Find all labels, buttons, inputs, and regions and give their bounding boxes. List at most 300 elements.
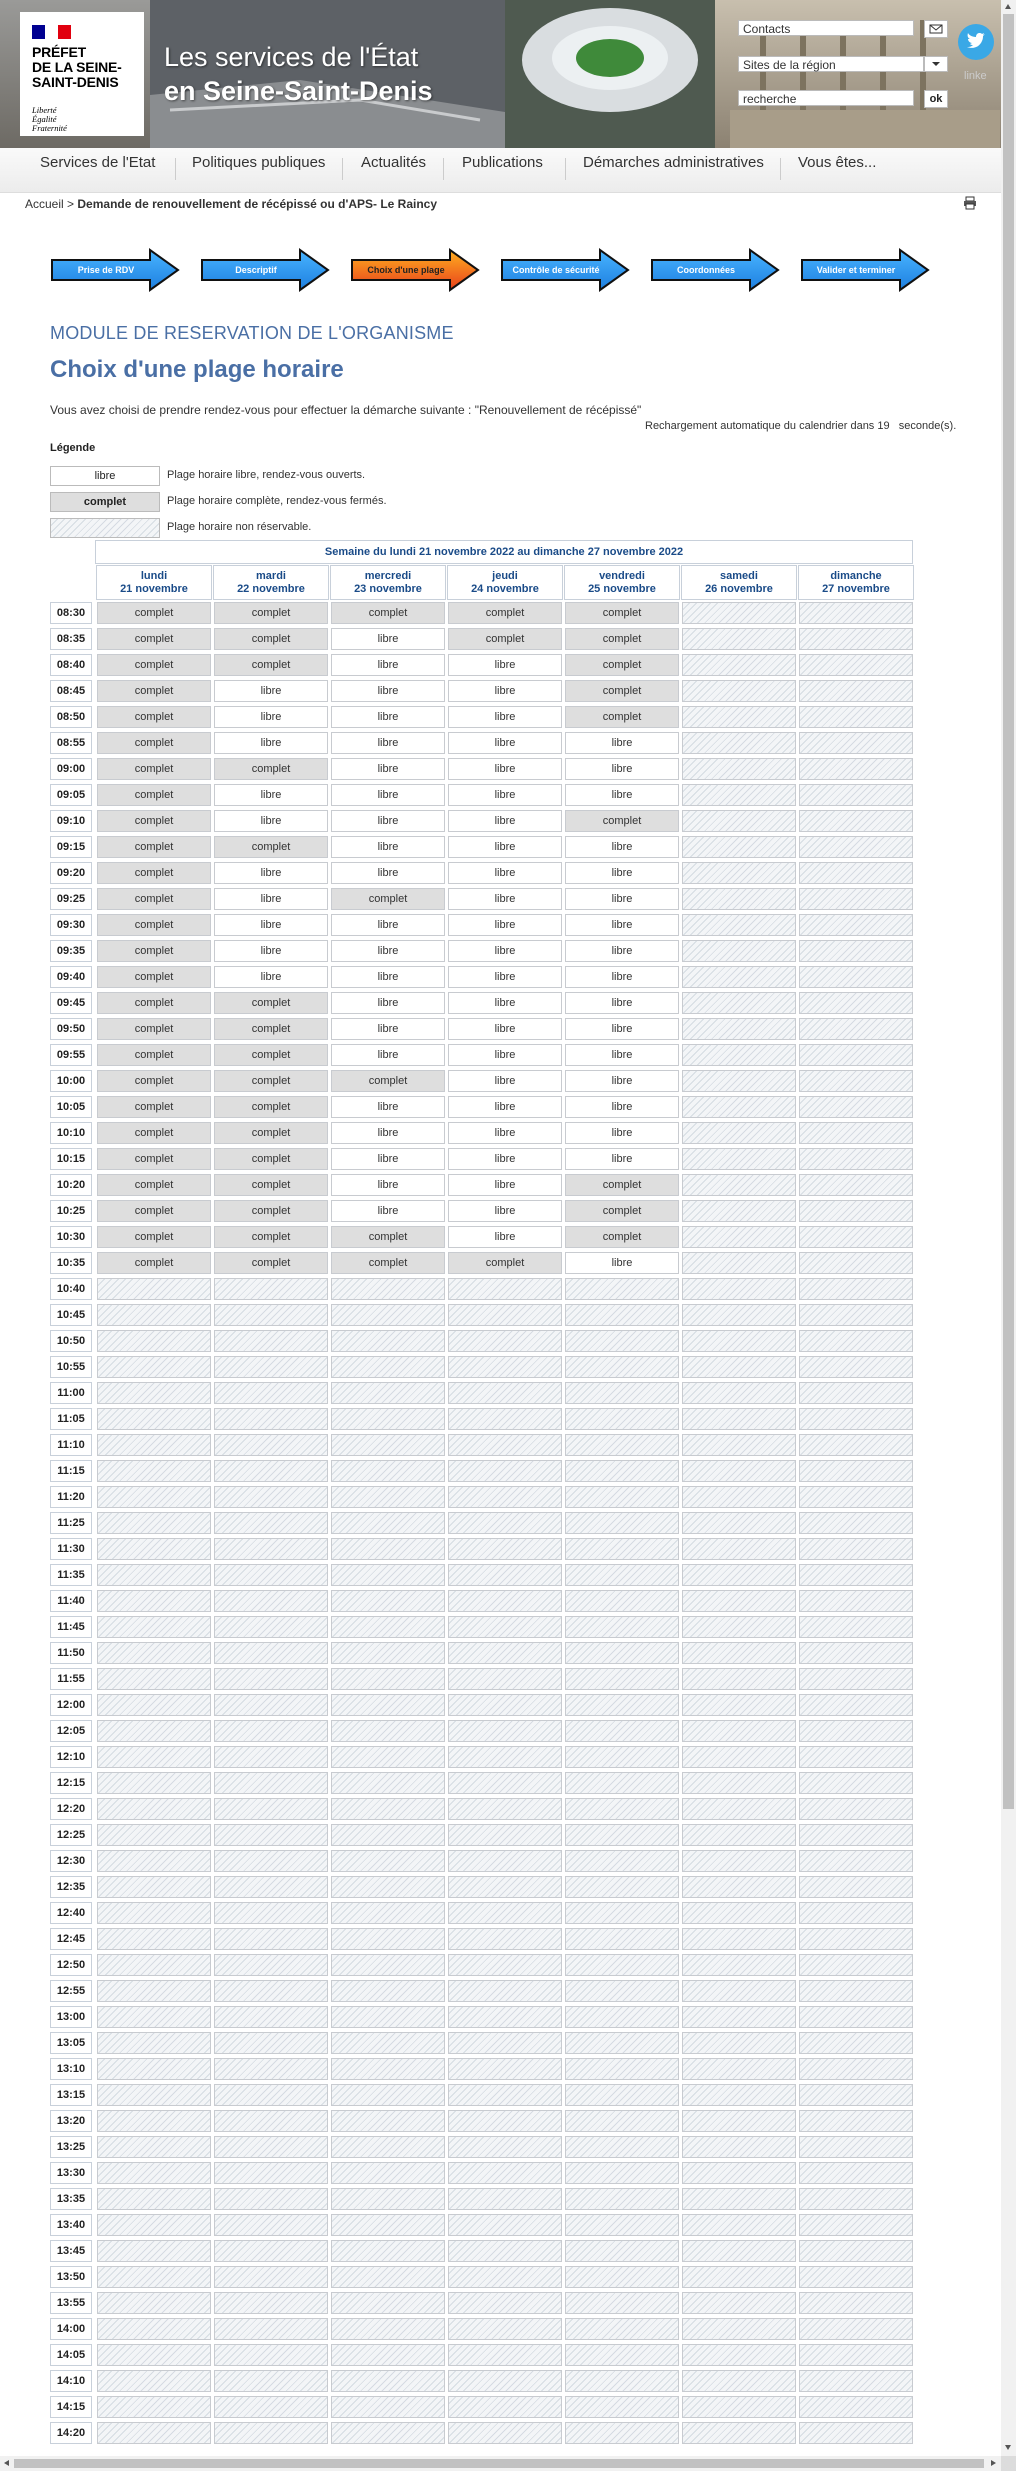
site-title[interactable] <box>164 40 433 108</box>
slot-unavailable <box>682 1018 796 1040</box>
slot-libre[interactable]: libre <box>331 706 445 728</box>
reload-prefix: Rechargement automatique du calendrier dans <box>645 420 875 432</box>
slot-unavailable <box>799 1590 913 1612</box>
slot-complet: complet <box>331 602 445 624</box>
slot-unavailable <box>448 1460 562 1482</box>
slot-unavailable <box>799 1148 913 1170</box>
slot-unavailable <box>331 2344 445 2366</box>
slot-libre[interactable]: libre <box>214 680 328 702</box>
slot-unavailable <box>799 2188 913 2210</box>
time-label: 09:35 <box>50 940 92 962</box>
nav-item-actualites[interactable]: Actualités <box>361 154 427 171</box>
slot-complet: complet <box>97 992 211 1014</box>
slot-unavailable <box>799 1044 913 1066</box>
slot-unavailable <box>565 1408 679 1430</box>
time-label: 09:45 <box>50 992 92 1014</box>
slot-unavailable <box>565 1642 679 1664</box>
print-icon[interactable] <box>963 196 977 210</box>
slot-libre[interactable]: libre <box>565 1044 679 1066</box>
slot-unavailable <box>799 2084 913 2106</box>
slot-unavailable <box>97 1356 211 1378</box>
slot-complet: complet <box>565 1226 679 1248</box>
slot-unavailable <box>331 2214 445 2236</box>
slot-unavailable <box>565 1590 679 1612</box>
slot-unavailable <box>799 992 913 1014</box>
slot-libre[interactable]: libre <box>448 862 562 884</box>
slot-libre[interactable]: libre <box>331 1148 445 1170</box>
slot-unavailable <box>682 680 796 702</box>
slot-libre[interactable]: libre <box>331 628 445 650</box>
slot-unavailable <box>799 1876 913 1898</box>
slot-libre[interactable]: libre <box>448 992 562 1014</box>
slot-unavailable <box>97 2110 211 2132</box>
slot-unavailable <box>799 966 913 988</box>
breadcrumb-home[interactable]: Accueil <box>25 197 64 211</box>
step-2[interactable] <box>200 248 330 292</box>
slot-libre[interactable]: libre <box>331 784 445 806</box>
slot-libre[interactable]: libre <box>565 940 679 962</box>
slot-libre[interactable]: libre <box>331 992 445 1014</box>
slot-unavailable <box>682 1226 796 1248</box>
time-label: 13:10 <box>50 2058 92 2080</box>
time-label: 08:45 <box>50 680 92 702</box>
horizontal-scroll-thumb[interactable] <box>14 2459 984 2468</box>
slot-unavailable <box>448 1746 562 1768</box>
time-label: 12:05 <box>50 1720 92 1742</box>
slot-libre[interactable]: libre <box>214 940 328 962</box>
slot-unavailable <box>682 1512 796 1534</box>
slot-unavailable <box>97 1486 211 1508</box>
slot-unavailable <box>214 1356 328 1378</box>
slot-unavailable <box>448 2422 562 2444</box>
slot-unavailable <box>565 2318 679 2340</box>
slot-libre[interactable]: libre <box>565 888 679 910</box>
slot-unavailable <box>682 654 796 676</box>
slot-libre[interactable]: libre <box>565 966 679 988</box>
slot-unavailable <box>565 2058 679 2080</box>
slot-unavailable <box>682 732 796 754</box>
slot-unavailable <box>448 2214 562 2236</box>
slot-libre[interactable]: libre <box>331 862 445 884</box>
slot-libre[interactable]: libre <box>565 992 679 1014</box>
time-label: 13:40 <box>50 2214 92 2236</box>
slot-complet: complet <box>331 1070 445 1092</box>
chevron-down-icon <box>925 57 947 71</box>
slot-unavailable <box>682 1278 796 1300</box>
slot-unavailable <box>214 1486 328 1508</box>
slot-libre[interactable]: libre <box>448 888 562 910</box>
slot-unavailable <box>799 732 913 754</box>
slot-unavailable <box>97 1850 211 1872</box>
slot-unavailable <box>565 1772 679 1794</box>
slot-libre[interactable]: libre <box>448 654 562 676</box>
nav-item-vous-etes[interactable]: Vous êtes... <box>798 154 877 171</box>
slot-complet: complet <box>214 654 328 676</box>
step-5[interactable] <box>650 248 780 319</box>
slot-libre[interactable]: libre <box>448 1096 562 1118</box>
slot-unavailable <box>448 1590 562 1612</box>
slot-unavailable <box>799 862 913 884</box>
slot-unavailable <box>331 1590 445 1612</box>
slot-unavailable <box>682 1616 796 1638</box>
slot-unavailable <box>565 1512 679 1534</box>
slot-libre[interactable]: libre <box>565 862 679 884</box>
slot-unavailable <box>799 1434 913 1456</box>
slot-libre[interactable]: libre <box>565 732 679 754</box>
slot-libre[interactable]: libre <box>331 732 445 754</box>
slot-complet: complet <box>97 1044 211 1066</box>
time-label: 09:05 <box>50 784 92 806</box>
slot-unavailable <box>448 1356 562 1378</box>
slot-libre[interactable]: libre <box>331 758 445 780</box>
slot-libre[interactable]: libre <box>448 1148 562 1170</box>
day-date: 26 novembre <box>705 583 773 595</box>
broken-image: linke <box>964 70 987 82</box>
time-label: 10:35 <box>50 1252 92 1274</box>
slot-unavailable <box>799 654 913 676</box>
slot-unavailable <box>97 1434 211 1456</box>
slot-libre[interactable]: libre <box>565 758 679 780</box>
legend-libre-box: libre <box>50 466 160 486</box>
slot-unavailable <box>682 1174 796 1196</box>
time-label: 13:35 <box>50 2188 92 2210</box>
slot-unavailable <box>565 1876 679 1898</box>
vertical-scrollbar[interactable] <box>1001 0 1016 2456</box>
slot-unavailable <box>565 2032 679 2054</box>
slot-libre[interactable]: libre <box>331 1018 445 1040</box>
slot-libre[interactable]: libre <box>331 654 445 676</box>
slot-unavailable <box>682 966 796 988</box>
slot-libre[interactable]: libre <box>448 758 562 780</box>
site-title-line1: Les services de l'État <box>164 42 419 72</box>
slot-unavailable <box>331 1772 445 1794</box>
slot-unavailable <box>799 1668 913 1690</box>
slot-libre[interactable]: libre <box>565 1096 679 1118</box>
slot-unavailable <box>331 2318 445 2340</box>
slot-unavailable <box>214 2084 328 2106</box>
slot-complet: complet <box>214 1122 328 1144</box>
scroll-up-arrow-icon[interactable] <box>1005 4 1011 9</box>
twitter-button[interactable] <box>958 24 994 60</box>
slot-unavailable <box>799 1304 913 1326</box>
slot-unavailable <box>448 2032 562 2054</box>
slot-libre[interactable]: libre <box>214 784 328 806</box>
slot-libre[interactable]: libre <box>565 1018 679 1040</box>
step-label: Prise de RDV <box>77 265 135 275</box>
slot-libre[interactable]: libre <box>331 810 445 832</box>
slot-unavailable <box>565 1824 679 1846</box>
region-select-toggle[interactable] <box>924 56 948 72</box>
time-label: 08:55 <box>50 732 92 754</box>
slot-complet: complet <box>331 888 445 910</box>
slot-unavailable <box>799 2318 913 2340</box>
slot-libre[interactable]: libre <box>214 706 328 728</box>
slot-complet: complet <box>448 628 562 650</box>
slot-unavailable <box>214 1460 328 1482</box>
time-label: 12:55 <box>50 1980 92 2002</box>
slot-complet: complet <box>331 1226 445 1248</box>
slot-unavailable <box>682 1980 796 2002</box>
slot-libre[interactable]: libre <box>331 1174 445 1196</box>
slot-libre[interactable]: libre <box>565 1252 679 1274</box>
slot-unavailable <box>97 2058 211 2080</box>
vertical-scroll-thumb[interactable] <box>1003 14 1014 1809</box>
time-label: 09:20 <box>50 862 92 884</box>
slot-unavailable <box>682 1954 796 1976</box>
french-flag-icon <box>32 25 72 39</box>
slot-unavailable <box>682 2032 796 2054</box>
slot-libre[interactable]: libre <box>331 1122 445 1144</box>
legend-unavailable-box <box>50 518 160 538</box>
region-select[interactable]: Sites de la région <box>738 56 924 72</box>
slot-libre[interactable]: libre <box>565 784 679 806</box>
slot-libre[interactable]: libre <box>331 966 445 988</box>
slot-libre[interactable]: libre <box>448 1226 562 1248</box>
slot-unavailable <box>214 1902 328 1924</box>
slot-unavailable <box>331 2396 445 2418</box>
mail-button[interactable] <box>924 20 948 38</box>
time-label: 13:25 <box>50 2136 92 2158</box>
slot-libre[interactable]: libre <box>565 1122 679 1144</box>
time-label: 13:30 <box>50 2162 92 2184</box>
slot-unavailable <box>331 1538 445 1560</box>
slot-complet: complet <box>214 1226 328 1248</box>
slot-unavailable <box>682 1408 796 1430</box>
slot-libre[interactable]: libre <box>448 1018 562 1040</box>
slot-unavailable <box>799 2422 913 2444</box>
slot-unavailable <box>214 2188 328 2210</box>
breadcrumb-separator: > <box>67 197 75 211</box>
slot-unavailable <box>799 2032 913 2054</box>
slot-unavailable <box>565 1850 679 1872</box>
slot-unavailable <box>214 1850 328 1872</box>
slot-unavailable <box>214 2292 328 2314</box>
slot-libre[interactable]: libre <box>448 1070 562 1092</box>
slot-libre[interactable]: libre <box>448 836 562 858</box>
slot-unavailable <box>97 2396 211 2418</box>
slot-complet: complet <box>97 1096 211 1118</box>
slot-libre[interactable]: libre <box>214 810 328 832</box>
slot-unavailable <box>799 888 913 910</box>
slot-unavailable <box>799 1850 913 1872</box>
slot-unavailable <box>331 1850 445 1872</box>
slot-unavailable <box>799 2266 913 2288</box>
slot-unavailable <box>682 862 796 884</box>
slot-unavailable <box>799 1564 913 1586</box>
slot-unavailable <box>331 2422 445 2444</box>
time-label: 13:55 <box>50 2292 92 2314</box>
nav-item-demarches[interactable]: Démarches administratives <box>583 154 764 171</box>
slot-unavailable <box>214 1720 328 1742</box>
slot-complet: complet <box>214 1174 328 1196</box>
slot-libre[interactable]: libre <box>331 940 445 962</box>
slot-complet: complet <box>97 758 211 780</box>
slot-libre[interactable]: libre <box>331 1044 445 1066</box>
slot-unavailable <box>448 1512 562 1534</box>
slot-unavailable <box>799 1096 913 1118</box>
slot-libre[interactable]: libre <box>448 706 562 728</box>
slot-unavailable <box>682 1200 796 1222</box>
step-label: Descriptif <box>235 265 277 275</box>
slot-libre[interactable]: libre <box>448 966 562 988</box>
time-label: 09:40 <box>50 966 92 988</box>
scroll-left-arrow-icon[interactable] <box>4 2460 9 2466</box>
slot-libre[interactable]: libre <box>448 1122 562 1144</box>
slot-unavailable <box>799 758 913 780</box>
slot-unavailable <box>682 1252 796 1274</box>
slot-unavailable <box>799 810 913 832</box>
slot-libre[interactable]: libre <box>331 680 445 702</box>
slot-libre[interactable]: libre <box>448 732 562 754</box>
slot-unavailable <box>331 1954 445 1976</box>
slot-unavailable <box>448 1980 562 2002</box>
slot-libre[interactable]: libre <box>214 888 328 910</box>
slot-unavailable <box>331 2032 445 2054</box>
slot-libre[interactable]: libre <box>448 940 562 962</box>
day-header <box>330 565 446 600</box>
slot-unavailable <box>682 2214 796 2236</box>
nav-item-services[interactable]: Services de l'Etat <box>40 154 156 171</box>
day-date: 21 novembre <box>120 583 188 595</box>
slot-unavailable <box>97 1616 211 1638</box>
slot-unavailable <box>682 888 796 910</box>
slot-unavailable <box>565 2136 679 2158</box>
slot-unavailable <box>331 2240 445 2262</box>
slot-unavailable <box>331 1356 445 1378</box>
slot-libre[interactable]: libre <box>448 810 562 832</box>
slot-libre[interactable]: libre <box>331 1096 445 1118</box>
slot-libre[interactable]: libre <box>448 914 562 936</box>
step-1[interactable] <box>50 248 180 292</box>
slot-unavailable <box>448 1564 562 1586</box>
slot-unavailable <box>565 1538 679 1560</box>
slot-unavailable <box>682 1148 796 1170</box>
slot-unavailable <box>331 1434 445 1456</box>
scroll-down-arrow-icon[interactable] <box>1005 2445 1011 2450</box>
scroll-right-arrow-icon[interactable] <box>991 2460 996 2466</box>
day-date: 27 novembre <box>822 583 890 595</box>
slot-unavailable <box>448 1642 562 1664</box>
day-name: jeudi <box>492 570 518 582</box>
nav-item-publications[interactable]: Publications <box>462 154 543 171</box>
slot-complet: complet <box>565 1174 679 1196</box>
slot-unavailable <box>799 1460 913 1482</box>
legend-complet-text: Plage horaire complète, rendez-vous fermés. <box>167 495 387 507</box>
step-3[interactable] <box>350 248 480 292</box>
legend-complet-box: complet <box>50 492 160 512</box>
slot-unavailable <box>565 2422 679 2444</box>
time-label: 11:40 <box>50 1590 92 1612</box>
slot-libre[interactable]: libre <box>448 1174 562 1196</box>
slot-complet: complet <box>565 680 679 702</box>
time-label: 11:45 <box>50 1616 92 1638</box>
slot-libre[interactable]: libre <box>448 784 562 806</box>
slot-unavailable <box>448 1694 562 1716</box>
slot-unavailable <box>97 1928 211 1950</box>
slot-complet: complet <box>214 1148 328 1170</box>
slot-unavailable <box>565 2344 679 2366</box>
slot-unavailable <box>682 1694 796 1716</box>
slot-libre[interactable]: libre <box>214 732 328 754</box>
slot-libre[interactable]: libre <box>448 680 562 702</box>
slot-unavailable <box>799 628 913 650</box>
slot-libre[interactable]: libre <box>331 914 445 936</box>
slot-libre[interactable]: libre <box>214 966 328 988</box>
slot-unavailable <box>682 1590 796 1612</box>
slot-unavailable <box>682 1486 796 1508</box>
slot-libre[interactable]: libre <box>565 836 679 858</box>
day-header <box>681 565 797 600</box>
step-4[interactable] <box>500 248 630 292</box>
slot-unavailable <box>97 1876 211 1898</box>
prefecture-logo[interactable] <box>20 12 144 136</box>
slot-unavailable <box>331 1460 445 1482</box>
slot-libre[interactable]: libre <box>331 1200 445 1222</box>
slot-unavailable <box>214 2058 328 2080</box>
step-6[interactable] <box>800 248 930 292</box>
mail-icon <box>929 23 943 35</box>
slot-unavailable <box>448 2292 562 2314</box>
slot-unavailable <box>682 1668 796 1690</box>
slot-libre[interactable]: libre <box>448 1044 562 1066</box>
contacts-field[interactable]: Contacts <box>738 20 914 36</box>
slot-complet: complet <box>214 836 328 858</box>
slot-unavailable <box>565 1304 679 1326</box>
slot-unavailable <box>214 1434 328 1456</box>
slot-unavailable <box>565 2006 679 2028</box>
slot-libre[interactable]: libre <box>565 1148 679 1170</box>
slot-unavailable <box>682 2162 796 2184</box>
slot-unavailable <box>448 2006 562 2028</box>
slot-unavailable <box>97 2084 211 2106</box>
slot-unavailable <box>682 2292 796 2314</box>
slot-unavailable <box>448 2318 562 2340</box>
slot-unavailable <box>565 1616 679 1638</box>
slot-unavailable <box>97 2240 211 2262</box>
nav-item-politiques[interactable]: Politiques publiques <box>192 154 326 171</box>
time-label: 12:45 <box>50 1928 92 1950</box>
time-label: 12:00 <box>50 1694 92 1716</box>
time-label: 10:55 <box>50 1356 92 1378</box>
slot-complet: complet <box>565 1200 679 1222</box>
slot-libre[interactable]: libre <box>214 914 328 936</box>
slot-unavailable <box>682 2422 796 2444</box>
slot-unavailable <box>448 1382 562 1404</box>
slot-unavailable <box>682 1876 796 1898</box>
slot-libre[interactable]: libre <box>565 914 679 936</box>
slot-unavailable <box>97 2292 211 2314</box>
time-label: 09:00 <box>50 758 92 780</box>
slot-unavailable <box>448 1824 562 1846</box>
search-input[interactable]: recherche <box>738 90 914 106</box>
slot-unavailable <box>214 2110 328 2132</box>
slot-libre[interactable]: libre <box>331 836 445 858</box>
time-label: 11:00 <box>50 1382 92 1404</box>
time-label: 10:10 <box>50 1122 92 1144</box>
slot-unavailable <box>331 1824 445 1846</box>
slot-unavailable <box>331 2188 445 2210</box>
slot-libre[interactable]: libre <box>448 1200 562 1222</box>
slot-unavailable <box>214 2266 328 2288</box>
horizontal-scrollbar[interactable] <box>0 2456 1001 2471</box>
slot-unavailable <box>97 1590 211 1612</box>
slot-libre[interactable]: libre <box>565 1070 679 1092</box>
nav-divider <box>780 158 781 180</box>
slot-complet: complet <box>97 1148 211 1170</box>
slot-libre[interactable]: libre <box>214 862 328 884</box>
search-button[interactable]: ok <box>924 90 948 108</box>
slot-unavailable <box>97 2344 211 2366</box>
